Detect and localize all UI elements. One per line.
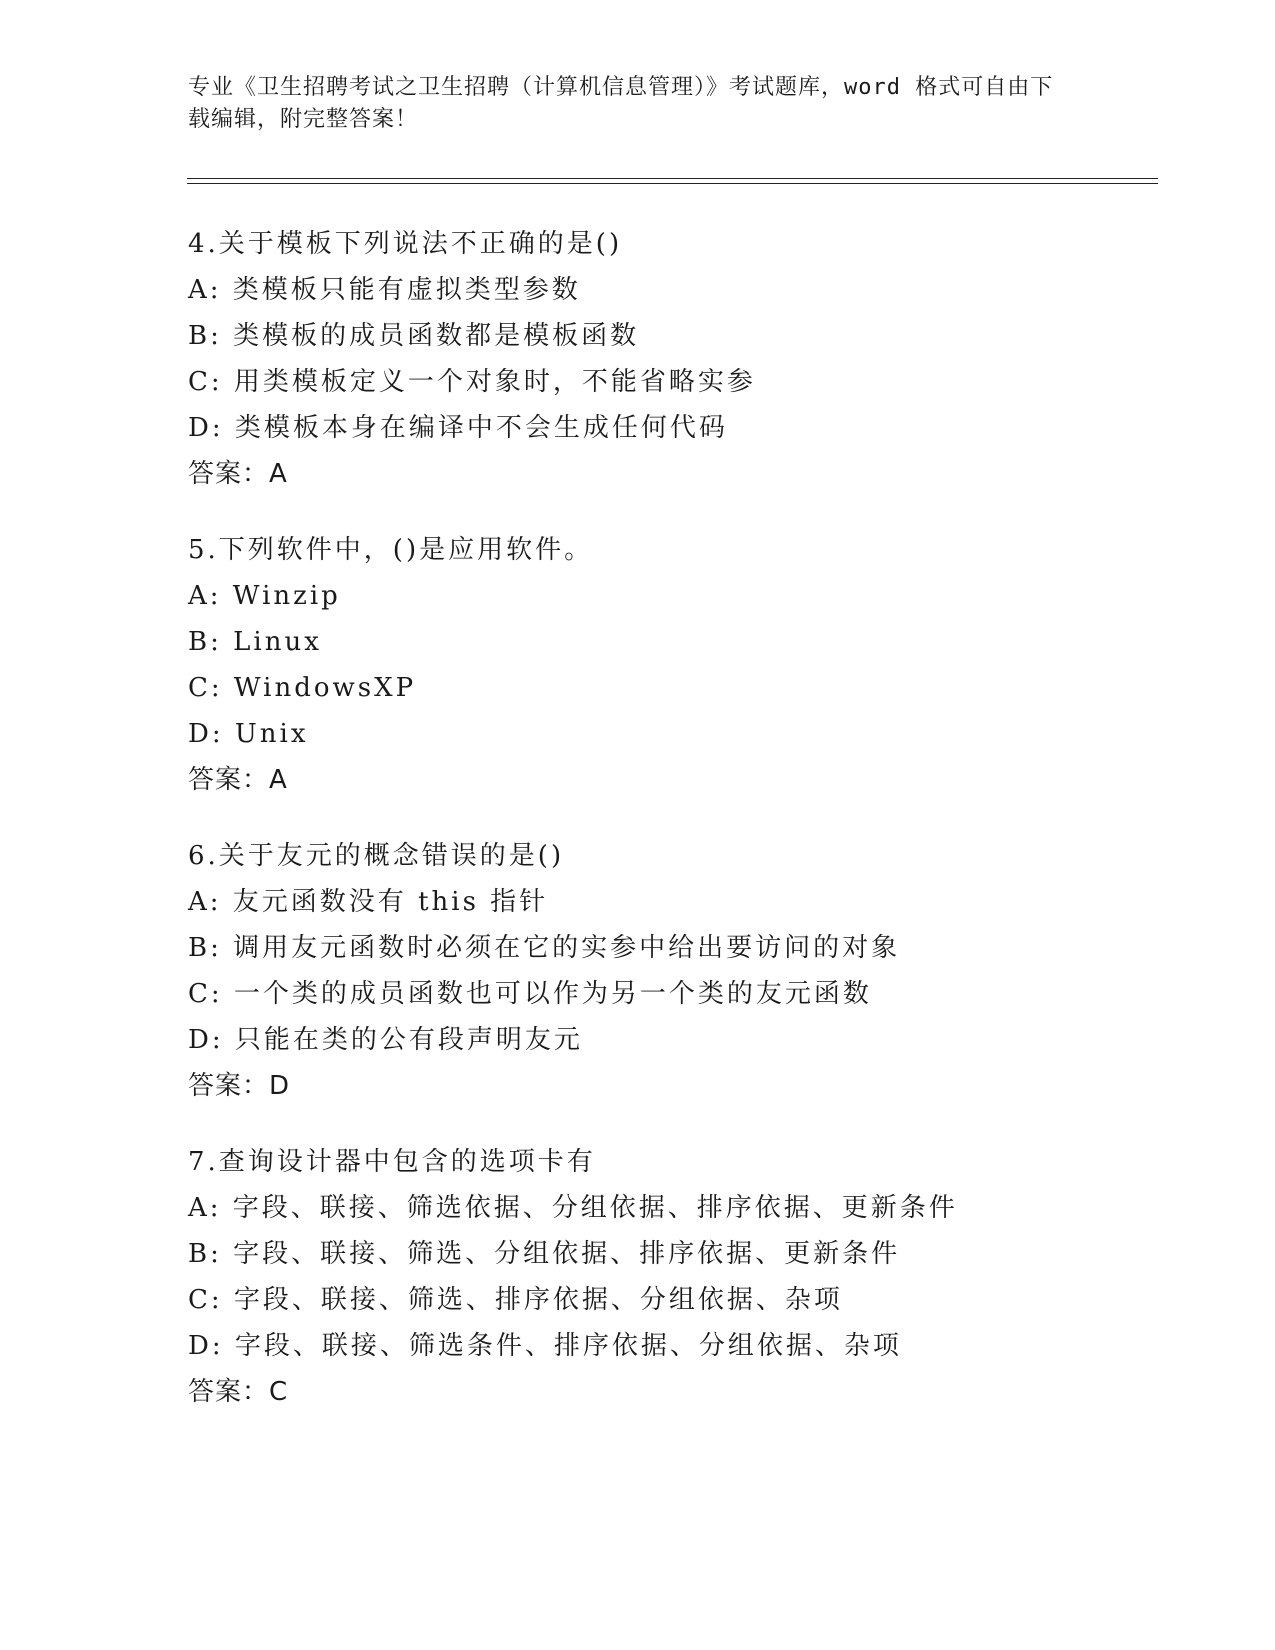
answer: 答案：C <box>188 1377 289 1407</box>
header-divider-top <box>187 178 1158 179</box>
answer: 答案：A <box>188 459 288 489</box>
document-header: 专业《卫生招聘考试之卫生招聘（计算机信息管理）》考试题库，word 格式可自由下载编辑，附完整答案！ <box>188 75 1054 132</box>
option-b: B: Linux <box>188 627 322 657</box>
question-stem: 6.关于友元的概念错误的是() <box>188 841 565 871</box>
option-b: B: 类模板的成员函数都是模板函数 <box>188 321 640 351</box>
question-5 <box>188 527 1188 803</box>
option-a: A: 字段、联接、筛选依据、分组依据、排序依据、更新条件 <box>188 1193 958 1223</box>
option-d: D: 字段、联接、筛选条件、排序依据、分组依据、杂项 <box>188 1331 902 1361</box>
option-a: A: 类模板只能有虚拟类型参数 <box>188 275 581 305</box>
option-d: D: 只能在类的公有段声明友元 <box>188 1025 583 1055</box>
question-6 <box>188 833 1188 1109</box>
question-stem: 4.关于模板下列说法不正确的是() <box>188 229 623 259</box>
question-stem: 5.下列软件中，()是应用软件。 <box>188 535 594 565</box>
option-c: C: 一个类的成员函数也可以作为另一个类的友元函数 <box>188 979 872 1009</box>
option-a: A: Winzip <box>188 581 341 611</box>
option-d: D: 类模板本身在编译中不会生成任何代码 <box>188 413 728 443</box>
question-4 <box>188 221 1188 497</box>
option-c: C: 用类模板定义一个对象时，不能省略实参 <box>188 367 756 397</box>
question-7 <box>188 1139 1188 1415</box>
question-stem: 7.查询设计器中包含的选项卡有 <box>188 1147 596 1177</box>
option-a: A: 友元函数没有 this 指针 <box>188 887 549 917</box>
answer: 答案：A <box>188 765 288 795</box>
option-b: B: 字段、联接、筛选、分组依据、排序依据、更新条件 <box>188 1239 901 1269</box>
option-d: D: Unix <box>188 719 309 749</box>
answer: 答案：D <box>188 1071 291 1101</box>
option-c: C: WindowsXP <box>188 673 417 703</box>
option-b: B: 调用友元函数时必须在它的实参中给出要访问的对象 <box>188 933 901 963</box>
option-c: C: 字段、联接、筛选、排序依据、分组依据、杂项 <box>188 1285 843 1315</box>
header-divider-bottom <box>187 183 1158 184</box>
